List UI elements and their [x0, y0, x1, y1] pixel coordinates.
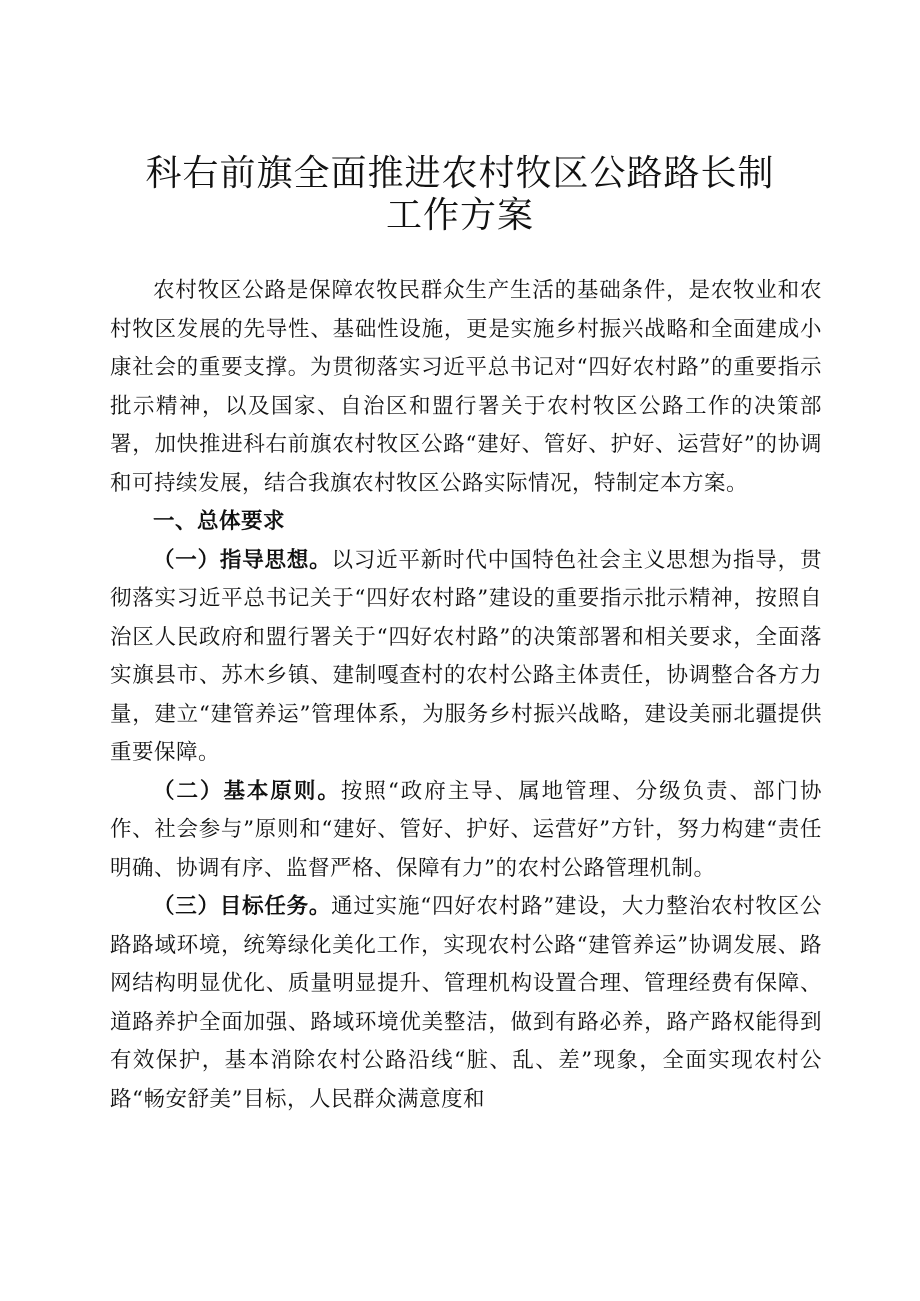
guiding-ideology-text: 以习近平新时代中国特色社会主义思想为指导，贯彻落实习近平总书记关于“四好农村路”建设的重要指示批示精神，按照自治区人民政府和盟行署关于“四好农村路”的决策部署和相关要求，全面落实旗县市、苏木乡镇、建制嘎查村的农村公路主体责任，协调整合各方力量，建立“建管养运”管理体系，为服务乡村振兴战略，建设美丽北疆提供重要保障。 — [110, 547, 822, 765]
basic-principles-paragraph — [110, 773, 822, 889]
goals-tasks-text: 通过实施“四好农村路”建设，大力整治农村牧区公路路域环境，统筹绿化美化工作，实现农村公路“建管养运”协调发展、路网结构明显优化、质量明显提升、管理机构设置合理、管理经费有保障、道路养护全面加强、路域环境优美整洁，做到有路必养，路产路权能得到有效保护，基本消除农村公路沿线“脏、乱、差”现象，全面实现农村公路“畅安舒美”目标，人民群众满意度和 — [110, 894, 822, 1112]
document-title-line-2: 工作方案 — [385, 195, 534, 236]
guiding-ideology-paragraph — [110, 542, 822, 773]
guiding-ideology-heading: （一）指导思想。 — [153, 547, 332, 573]
goals-tasks-paragraph — [110, 888, 822, 1119]
intro-paragraph: 农村牧区公路是保障农牧民群众生产生活的基础条件，是农牧业和农村牧区发展的先导性、基础性设施，更是实施乡村振兴战略和全面建成小康社会的重要支撑。为贯彻落实习近平总书记对“四好农村路”的重要指示批示精神，以及国家、自治区和盟行署关于农村牧区公路工作的决策部署，加快推进科右前旗农村牧区公路“建好、管好、护好、运营好”的协调和可持续发展，结合我旗农村牧区公路实际情况，特制定本方案。 — [110, 278, 822, 496]
basic-principles-heading: （二）基本原则。 — [153, 778, 341, 804]
section-heading-general-requirements: 一、总体要求 — [153, 509, 286, 534]
document-body — [110, 272, 822, 1119]
goals-tasks-heading: （三）目标任务。 — [153, 894, 332, 919]
basic-principles-text: 按照“政府主导、属地管理、分级负责、部门协作、社会参与”原则和“建好、管好、护好、运营好”方针，努力构建“责任明确、协调有序、监督严格、保障有力”的农村公路管理机制。 — [110, 778, 822, 881]
document-title-line-1: 科右前旗全面推进农村牧区公路路长制 — [145, 153, 775, 194]
